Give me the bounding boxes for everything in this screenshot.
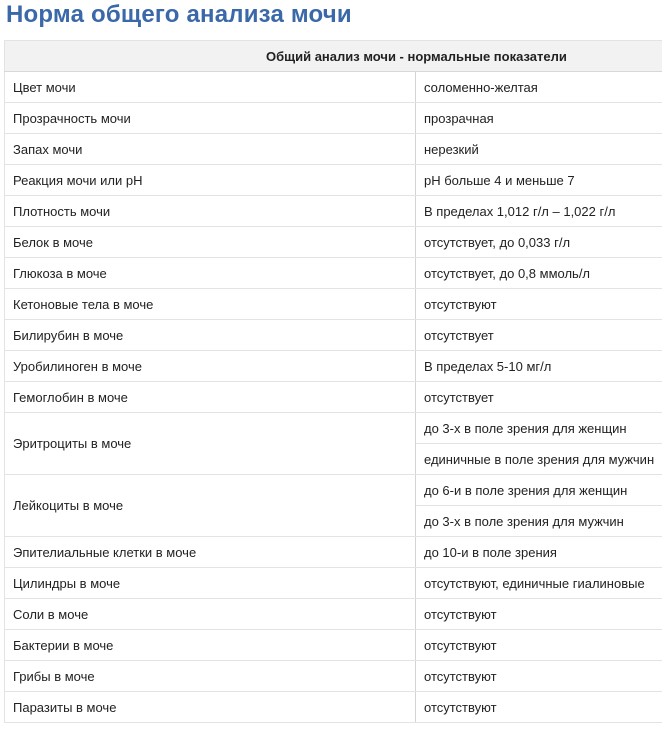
table-row bbox=[5, 134, 662, 165]
parameter-name: Эпителиальные клетки в моче bbox=[5, 537, 416, 568]
table-header: Общий анализ мочи - нормальные показатели bbox=[5, 41, 662, 72]
parameter-value: отсутствуют bbox=[416, 289, 662, 320]
parameter-name: Билирубин в моче bbox=[5, 320, 416, 351]
parameter-name: Соли в моче bbox=[5, 599, 416, 630]
table-row bbox=[5, 351, 662, 382]
parameter-value: единичные в поле зрения для мужчин bbox=[416, 444, 662, 475]
table-row bbox=[5, 413, 662, 444]
parameter-value: В пределах 5-10 мг/л bbox=[416, 351, 662, 382]
table-row bbox=[5, 475, 662, 506]
parameter-name: Плотность мочи bbox=[5, 196, 416, 227]
table-row bbox=[5, 599, 662, 630]
table-row bbox=[5, 630, 662, 661]
parameter-name: Эритроциты в моче bbox=[5, 413, 416, 475]
parameter-value: отсутствуют, единичные гиалиновые bbox=[416, 568, 662, 599]
parameter-value: нерезкий bbox=[416, 134, 662, 165]
parameter-name: Бактерии в моче bbox=[5, 630, 416, 661]
parameter-value: отсутствует bbox=[416, 320, 662, 351]
parameter-value: отсутствует, до 0,8 ммоль/л bbox=[416, 258, 662, 289]
parameter-name: Цвет мочи bbox=[5, 72, 416, 103]
table-row bbox=[5, 537, 662, 568]
table-row bbox=[5, 661, 662, 692]
table-row bbox=[5, 103, 662, 134]
parameter-name: Белок в моче bbox=[5, 227, 416, 258]
parameter-name: Глюкоза в моче bbox=[5, 258, 416, 289]
parameter-value: до 6-и в поле зрения для женщин bbox=[416, 475, 662, 506]
parameter-name: Гемоглобин в моче bbox=[5, 382, 416, 413]
parameter-name: Грибы в моче bbox=[5, 661, 416, 692]
parameter-name: Прозрачность мочи bbox=[5, 103, 416, 134]
table-body bbox=[5, 72, 662, 723]
parameter-value: до 10-и в поле зрения bbox=[416, 537, 662, 568]
table-row bbox=[5, 692, 662, 723]
parameter-value: В пределах 1,012 г/л – 1,022 г/л bbox=[416, 196, 662, 227]
parameter-name: Запах мочи bbox=[5, 134, 416, 165]
parameter-value: отсутствуют bbox=[416, 661, 662, 692]
norms-table bbox=[4, 40, 662, 723]
parameter-value: отсутствуют bbox=[416, 630, 662, 661]
table-row bbox=[5, 320, 662, 351]
parameter-name: Паразиты в моче bbox=[5, 692, 416, 723]
table-row bbox=[5, 227, 662, 258]
parameter-value: отсутствуют bbox=[416, 599, 662, 630]
table-row bbox=[5, 196, 662, 227]
parameter-name: Уробилиноген в моче bbox=[5, 351, 416, 382]
page-title: Норма общего анализа мочи bbox=[6, 1, 352, 28]
table-header-row bbox=[5, 41, 662, 72]
parameter-name: Лейкоциты в моче bbox=[5, 475, 416, 537]
parameter-name: Цилиндры в моче bbox=[5, 568, 416, 599]
table-row bbox=[5, 568, 662, 599]
table-row bbox=[5, 289, 662, 320]
parameter-value: до 3-х в поле зрения для мужчин bbox=[416, 506, 662, 537]
parameter-value: отсутствует, до 0,033 г/л bbox=[416, 227, 662, 258]
table-row bbox=[5, 382, 662, 413]
parameter-name: Кетоновые тела в моче bbox=[5, 289, 416, 320]
table-row bbox=[5, 72, 662, 103]
parameter-value: прозрачная bbox=[416, 103, 662, 134]
parameter-value: до 3-х в поле зрения для женщин bbox=[416, 413, 662, 444]
parameter-name: Реакция мочи или pH bbox=[5, 165, 416, 196]
parameter-value: отсутствует bbox=[416, 382, 662, 413]
parameter-value: отсутствуют bbox=[416, 692, 662, 723]
parameter-value: pH больше 4 и меньше 7 bbox=[416, 165, 662, 196]
table-row bbox=[5, 165, 662, 196]
table-row bbox=[5, 258, 662, 289]
parameter-value: соломенно-желтая bbox=[416, 72, 662, 103]
